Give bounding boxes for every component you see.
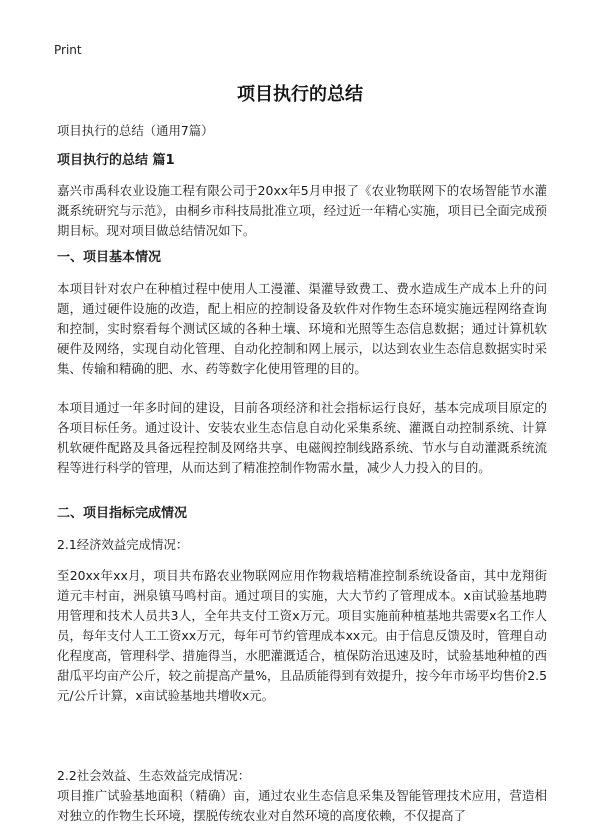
part-heading: 项目执行的总结 篇1 xyxy=(57,153,175,168)
document-title: 项目执行的总结 xyxy=(237,84,363,105)
document-subtitle: 项目执行的总结（通用7篇） xyxy=(57,123,214,138)
print-link[interactable]: Print xyxy=(54,43,82,57)
section2-paragraph-2: 项目推广试验基地面积（精确）亩，通过农业生态信息采集及智能管理技术应用，营造相对独立的作物生长环境，摆脱传统农业对自然环境的高度依赖，不仅提高了 xyxy=(57,788,547,823)
section1-heading: 一、项目基本情况 xyxy=(57,250,162,265)
intro-paragraph: 嘉兴市禹科农业设施工程有限公司于20xx年5月申报了《农业物联网下的农场智能节水灌溉系统研究与示范》，由桐乡市科技局批准立项，经过近一年精心实施，项目已全面完成预期目标。现对项目做总结情况如下。 xyxy=(57,183,547,238)
section2-heading: 二、项目指标完成情况 xyxy=(57,506,188,521)
section2-subheading-2: 2.2社会效益、生态效益完成情况： xyxy=(57,768,251,783)
section1-paragraph-1: 本项目针对农户在种植过程中使用人工漫灌、渠灌导致费工、费水造成生产成本上升的问题，通过硬件设施的改造，配上相应的控制设备及软件对作物生态环境实施远程网络查询和控制，实时察看每个测试区域的各种土壤、环境和光照等生态信息数据；通过计算机软硬件及网络，实现自动化管理、自动化控制和网上展示，以达到农业生态信息数据实时采集、传输和精确的肥、水、药等数字化使用管理的目的。 xyxy=(57,281,547,376)
section1-paragraph-2: 本项目通过一年多时间的建设，目前各项经济和社会指标运行良好，基本完成项目原定的各项目标任务。通过设计、安装农业生态信息自动化采集系统、灌溉自动控制系统、计算机软硬件配路及具备远程控制及网络共享、电磁阀控制线路系统、节水与自动灌溉系统流程等进行科学的管理，从而达到了精准控制作物需水量，减少人力投入的目的。 xyxy=(57,400,547,475)
section2-paragraph-1: 至20xx年xx月，项目共布路农业物联网应用作物栽培精准控制系统设备亩，其中龙翔街道元丰村亩，洲泉镇马鸣村亩。通过项目的实施，大大节约了管理成本。x亩试验基地聘用管理和技术人员共3人，全年共支付工资x万元。项目实施前种植基地共需要x名工作人员，每年支付人工工资xx万元，每年可节约管理成本xx元。由于信息反馈及时，管理自动化程度高，管理科学、措施得当，水肥灌溉适合，植保防治迅速及时，试验基地种植的西甜瓜平均亩产公斤，较之前提高产量%，且品质能得到有效提升，按今年市场平均售价2.5元/公斤计算，x亩试验基地共增收x元。 xyxy=(57,568,547,703)
section2-subheading-1: 2.1经济效益完成情况： xyxy=(57,537,189,552)
